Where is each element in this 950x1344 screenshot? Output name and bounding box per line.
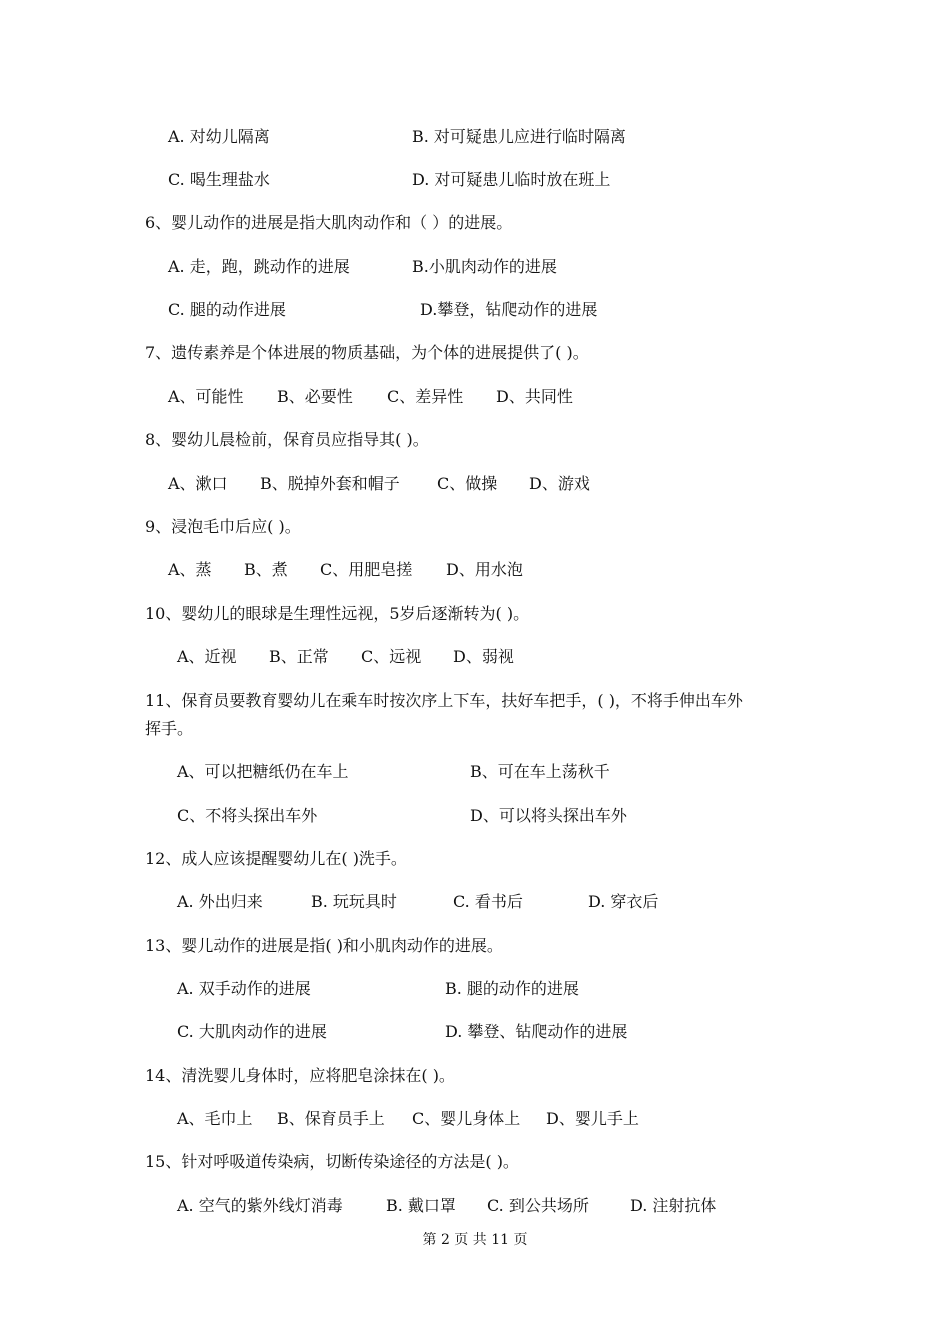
q13-option-d: D. 攀登、钻爬动作的进展 [445,1022,628,1041]
q8-option-c: C、做操 [437,474,498,493]
q12-option-b: B. 玩玩具时 [311,892,397,911]
q7-option-b: B、必要性 [277,387,353,406]
q5-option-a: A. 对幼儿隔离 [168,127,270,146]
q15-option-d: D. 注射抗体 [630,1196,717,1215]
q14-stem: 14、清洗婴儿身体时，应将肥皂涂抹在( )。 [145,1066,455,1085]
q13-stem: 13、婴儿动作的进展是指( )和小肌肉动作的进展。 [145,936,503,955]
q13-option-b: B. 腿的动作的进展 [445,979,579,998]
q9-option-d: D、用水泡 [446,560,523,579]
q6-option-b: B.小肌肉动作的进展 [412,257,557,276]
q8-option-b: B、脱掉外套和帽子 [260,474,400,493]
q5-option-d: D. 对可疑患儿临时放在班上 [412,170,611,189]
q5-option-c: C. 喝生理盐水 [168,170,270,189]
q12-stem: 12、成人应该提醒婴幼儿在( )洗手。 [145,849,407,868]
q12-option-c: C. 看书后 [453,892,523,911]
q7-option-c: C、差异性 [387,387,464,406]
q12-option-a: A. 外出归来 [177,892,263,911]
q5-option-b: B. 对可疑患儿应进行临时隔离 [412,127,626,146]
q8-option-d: D、游戏 [529,474,590,493]
q8-stem: 8、婴幼儿晨检前，保育员应指导其( )。 [145,430,429,449]
q14-option-a: A、毛巾上 [177,1109,253,1128]
q11-option-c: C、不将头探出车外 [177,806,318,825]
q13-option-c: C. 大肌肉动作的进展 [177,1022,327,1041]
q11-stem-line2: 挥手。 [145,719,194,738]
q15-option-a: A. 空气的紫外线灯消毒 [177,1196,343,1215]
q14-option-c: C、婴儿身体上 [412,1109,521,1128]
q9-stem: 9、浸泡毛巾后应( )。 [145,517,301,536]
q11-option-d: D、可以将头探出车外 [470,806,627,825]
q6-option-d: D.攀登，钻爬动作的进展 [420,300,598,319]
q9-option-a: A、蒸 [168,560,212,579]
q11-stem-line1: 11、保育员要教育婴幼儿在乘车时按次序上下车，扶好车把手，( )，不将手伸出车外 [145,691,743,710]
q10-option-b: B、正常 [269,647,329,666]
q11-option-a: A、可以把糖纸仍在车上 [177,762,349,781]
q6-option-a: A. 走，跑，跳动作的进展 [168,257,350,276]
q15-stem: 15、针对呼吸道传染病，切断传染途径的方法是( )。 [145,1152,519,1171]
q8-option-a: A、漱口 [168,474,228,493]
q9-option-c: C、用肥皂搓 [320,560,413,579]
q10-stem: 10、婴幼儿的眼球是生理性远视，5岁后逐渐转为( )。 [145,604,530,623]
q12-option-d: D. 穿衣后 [588,892,659,911]
q11-option-b: B、可在车上荡秋千 [470,762,610,781]
q6-stem: 6、婴儿动作的进展是指大肌肉动作和（ ）的进展。 [145,213,513,232]
q6-option-c: C. 腿的动作进展 [168,300,286,319]
q14-option-d: D、婴儿手上 [546,1109,639,1128]
q14-option-b: B、保育员手上 [277,1109,385,1128]
q7-option-a: A、可能性 [168,387,244,406]
q7-stem: 7、遗传素养是个体进展的物质基础，为个体的进展提供了( )。 [145,343,589,362]
q13-option-a: A. 双手动作的进展 [177,979,311,998]
q7-option-d: D、共同性 [496,387,573,406]
q10-option-c: C、远视 [361,647,422,666]
q15-option-b: B. 戴口罩 [386,1196,456,1215]
q15-option-c: C. 到公共场所 [487,1196,589,1215]
q9-option-b: B、煮 [244,560,288,579]
q10-option-d: D、弱视 [453,647,514,666]
q10-option-a: A、近视 [177,647,237,666]
page-number-footer: 第 2 页 共 11 页 [422,1232,528,1248]
